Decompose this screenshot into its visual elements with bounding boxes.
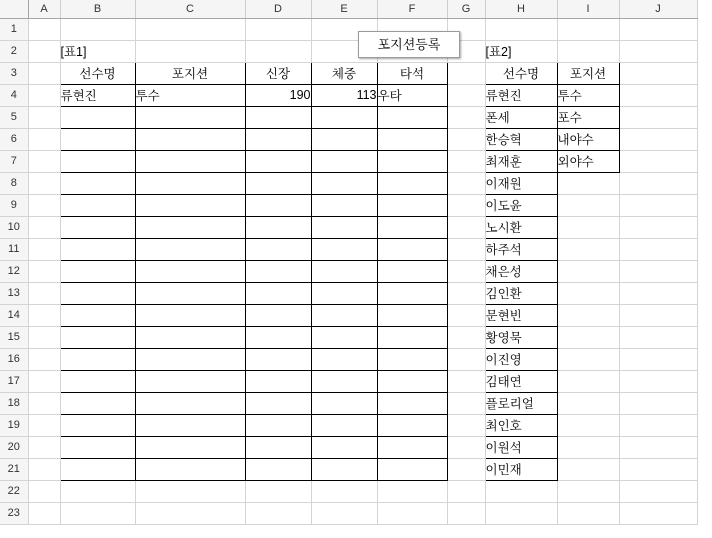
cell-D6[interactable] <box>245 128 311 150</box>
cell-H1[interactable] <box>485 18 557 40</box>
cell-H16[interactable]: 이진영 <box>485 348 557 370</box>
cell-F21[interactable] <box>377 458 447 480</box>
cell-D9[interactable] <box>245 194 311 216</box>
cell-F3[interactable]: 타석 <box>377 62 447 84</box>
cell-C14[interactable] <box>135 304 245 326</box>
cell-I14[interactable] <box>557 304 619 326</box>
cell-A20[interactable] <box>28 436 60 458</box>
cell-G4[interactable] <box>447 84 485 106</box>
cell-B13[interactable] <box>60 282 135 304</box>
cell-G19[interactable] <box>447 414 485 436</box>
cell-G17[interactable] <box>447 370 485 392</box>
cell-I23[interactable] <box>557 502 619 524</box>
cell-H22[interactable] <box>485 480 557 502</box>
cell-B12[interactable] <box>60 260 135 282</box>
cell-B1[interactable] <box>60 18 135 40</box>
row-header-19[interactable]: 19 <box>0 414 28 436</box>
cell-E19[interactable] <box>311 414 377 436</box>
cell-I4[interactable]: 투수 <box>557 84 619 106</box>
row-header-3[interactable]: 3 <box>0 62 28 84</box>
cell-I22[interactable] <box>557 480 619 502</box>
grid-row[interactable] <box>0 18 697 40</box>
grid-row[interactable] <box>0 216 697 238</box>
cell-F19[interactable] <box>377 414 447 436</box>
row-header-2[interactable]: 2 <box>0 40 28 62</box>
cell-I18[interactable] <box>557 392 619 414</box>
cell-F12[interactable] <box>377 260 447 282</box>
cell-F18[interactable] <box>377 392 447 414</box>
cell-B18[interactable] <box>60 392 135 414</box>
cell-H9[interactable]: 이도윤 <box>485 194 557 216</box>
cell-D16[interactable] <box>245 348 311 370</box>
cell-C18[interactable] <box>135 392 245 414</box>
cell-C3[interactable]: 포지션 <box>135 62 245 84</box>
row-header-20[interactable]: 20 <box>0 436 28 458</box>
cell-D13[interactable] <box>245 282 311 304</box>
column-header-j[interactable]: J <box>619 0 697 18</box>
cell-I13[interactable] <box>557 282 619 304</box>
row-header-12[interactable]: 12 <box>0 260 28 282</box>
cell-A9[interactable] <box>28 194 60 216</box>
column-header-h[interactable]: H <box>485 0 557 18</box>
row-header-23[interactable]: 23 <box>0 502 28 524</box>
cell-D10[interactable] <box>245 216 311 238</box>
cell-J5[interactable] <box>619 106 697 128</box>
column-header-f[interactable]: F <box>377 0 447 18</box>
cell-E3[interactable]: 체중 <box>311 62 377 84</box>
row-header-21[interactable]: 21 <box>0 458 28 480</box>
cell-C17[interactable] <box>135 370 245 392</box>
grid-row[interactable] <box>0 326 697 348</box>
cell-G9[interactable] <box>447 194 485 216</box>
cell-B8[interactable] <box>60 172 135 194</box>
row-header-15[interactable]: 15 <box>0 326 28 348</box>
cell-E13[interactable] <box>311 282 377 304</box>
row-header-6[interactable]: 6 <box>0 128 28 150</box>
cell-I11[interactable] <box>557 238 619 260</box>
cell-G20[interactable] <box>447 436 485 458</box>
row-header-11[interactable]: 11 <box>0 238 28 260</box>
column-header-i[interactable]: I <box>557 0 619 18</box>
cell-C1[interactable] <box>135 18 245 40</box>
grid-row[interactable] <box>0 62 697 84</box>
cell-E11[interactable] <box>311 238 377 260</box>
cell-C11[interactable] <box>135 238 245 260</box>
cell-B21[interactable] <box>60 458 135 480</box>
grid-row[interactable] <box>0 282 697 304</box>
grid-row[interactable] <box>0 502 697 524</box>
row-header-16[interactable]: 16 <box>0 348 28 370</box>
row-header-5[interactable]: 5 <box>0 106 28 128</box>
grid-row[interactable] <box>0 370 697 392</box>
cell-H8[interactable]: 이재원 <box>485 172 557 194</box>
cell-F16[interactable] <box>377 348 447 370</box>
cell-A12[interactable] <box>28 260 60 282</box>
row-header-17[interactable]: 17 <box>0 370 28 392</box>
cell-A13[interactable] <box>28 282 60 304</box>
cell-C22[interactable] <box>135 480 245 502</box>
cell-B16[interactable] <box>60 348 135 370</box>
cell-A6[interactable] <box>28 128 60 150</box>
cell-F7[interactable] <box>377 150 447 172</box>
cell-G16[interactable] <box>447 348 485 370</box>
cell-J16[interactable] <box>619 348 697 370</box>
cell-C2[interactable] <box>135 40 245 62</box>
cell-E5[interactable] <box>311 106 377 128</box>
cell-J14[interactable] <box>619 304 697 326</box>
cell-C8[interactable] <box>135 172 245 194</box>
grid-row[interactable] <box>0 436 697 458</box>
column-header-g[interactable]: G <box>447 0 485 18</box>
cell-I12[interactable] <box>557 260 619 282</box>
cell-E20[interactable] <box>311 436 377 458</box>
cell-F15[interactable] <box>377 326 447 348</box>
cell-D14[interactable] <box>245 304 311 326</box>
row-header-7[interactable]: 7 <box>0 150 28 172</box>
cell-I6[interactable]: 내야수 <box>557 128 619 150</box>
cell-D2[interactable] <box>245 40 311 62</box>
cell-E14[interactable] <box>311 304 377 326</box>
grid-row[interactable] <box>0 84 697 106</box>
cell-B22[interactable] <box>60 480 135 502</box>
cell-D3[interactable]: 신장 <box>245 62 311 84</box>
cell-B4[interactable]: 류현진 <box>60 84 135 106</box>
cell-B11[interactable] <box>60 238 135 260</box>
cell-J18[interactable] <box>619 392 697 414</box>
grid-row[interactable] <box>0 40 697 62</box>
cell-F23[interactable] <box>377 502 447 524</box>
cell-H21[interactable]: 이민재 <box>485 458 557 480</box>
cell-G8[interactable] <box>447 172 485 194</box>
cell-B3[interactable]: 선수명 <box>60 62 135 84</box>
grid-row[interactable] <box>0 106 697 128</box>
column-header-a[interactable]: A <box>28 0 60 18</box>
cell-J15[interactable] <box>619 326 697 348</box>
cell-B17[interactable] <box>60 370 135 392</box>
row-header-18[interactable]: 18 <box>0 392 28 414</box>
cell-C12[interactable] <box>135 260 245 282</box>
cell-B10[interactable] <box>60 216 135 238</box>
cell-H5[interactable]: 폰세 <box>485 106 557 128</box>
cell-H17[interactable]: 김태연 <box>485 370 557 392</box>
grid-row[interactable] <box>0 238 697 260</box>
cell-A3[interactable] <box>28 62 60 84</box>
cell-D5[interactable] <box>245 106 311 128</box>
cell-F13[interactable] <box>377 282 447 304</box>
cell-B20[interactable] <box>60 436 135 458</box>
cell-H19[interactable]: 최인호 <box>485 414 557 436</box>
cell-D18[interactable] <box>245 392 311 414</box>
cell-F17[interactable] <box>377 370 447 392</box>
row-header-4[interactable]: 4 <box>0 84 28 106</box>
cell-A4[interactable] <box>28 84 60 106</box>
cell-A2[interactable] <box>28 40 60 62</box>
cell-A8[interactable] <box>28 172 60 194</box>
cell-J22[interactable] <box>619 480 697 502</box>
cell-I2[interactable] <box>557 40 619 62</box>
cell-E21[interactable] <box>311 458 377 480</box>
cell-A21[interactable] <box>28 458 60 480</box>
cell-I7[interactable]: 외야수 <box>557 150 619 172</box>
column-header-row[interactable] <box>0 0 697 18</box>
cell-G22[interactable] <box>447 480 485 502</box>
cell-E6[interactable] <box>311 128 377 150</box>
row-header-9[interactable]: 9 <box>0 194 28 216</box>
cell-F9[interactable] <box>377 194 447 216</box>
cell-H14[interactable]: 문현빈 <box>485 304 557 326</box>
cell-C19[interactable] <box>135 414 245 436</box>
cell-D23[interactable] <box>245 502 311 524</box>
grid-row[interactable] <box>0 150 697 172</box>
column-header-e[interactable]: E <box>311 0 377 18</box>
grid-row[interactable] <box>0 458 697 480</box>
cell-J2[interactable] <box>619 40 697 62</box>
cell-F10[interactable] <box>377 216 447 238</box>
cell-D11[interactable] <box>245 238 311 260</box>
cell-H12[interactable]: 채은성 <box>485 260 557 282</box>
cell-I8[interactable] <box>557 172 619 194</box>
cell-B14[interactable] <box>60 304 135 326</box>
cell-H10[interactable]: 노시환 <box>485 216 557 238</box>
cell-F22[interactable] <box>377 480 447 502</box>
column-header-b[interactable]: B <box>60 0 135 18</box>
cell-A15[interactable] <box>28 326 60 348</box>
cell-B6[interactable] <box>60 128 135 150</box>
cell-I16[interactable] <box>557 348 619 370</box>
cell-H13[interactable]: 김인환 <box>485 282 557 304</box>
cell-G10[interactable] <box>447 216 485 238</box>
cell-I21[interactable] <box>557 458 619 480</box>
cell-B15[interactable] <box>60 326 135 348</box>
position-register-button[interactable]: 포지션등록 <box>358 31 460 58</box>
cell-E22[interactable] <box>311 480 377 502</box>
cell-C4[interactable]: 투수 <box>135 84 245 106</box>
cell-I1[interactable] <box>557 18 619 40</box>
cell-I20[interactable] <box>557 436 619 458</box>
cell-C7[interactable] <box>135 150 245 172</box>
cell-B19[interactable] <box>60 414 135 436</box>
cell-A17[interactable] <box>28 370 60 392</box>
grid-row[interactable] <box>0 304 697 326</box>
cell-C10[interactable] <box>135 216 245 238</box>
grid-row[interactable] <box>0 128 697 150</box>
grid-row[interactable] <box>0 172 697 194</box>
cell-A1[interactable] <box>28 18 60 40</box>
cell-D21[interactable] <box>245 458 311 480</box>
cell-E17[interactable] <box>311 370 377 392</box>
cell-E9[interactable] <box>311 194 377 216</box>
cell-D12[interactable] <box>245 260 311 282</box>
cell-F14[interactable] <box>377 304 447 326</box>
cell-D8[interactable] <box>245 172 311 194</box>
cell-F6[interactable] <box>377 128 447 150</box>
cell-D19[interactable] <box>245 414 311 436</box>
cell-D20[interactable] <box>245 436 311 458</box>
grid-row[interactable] <box>0 260 697 282</box>
cell-C9[interactable] <box>135 194 245 216</box>
cell-H18[interactable]: 플로리얼 <box>485 392 557 414</box>
grid-row[interactable] <box>0 194 697 216</box>
cell-B23[interactable] <box>60 502 135 524</box>
cell-C20[interactable] <box>135 436 245 458</box>
cell-G7[interactable] <box>447 150 485 172</box>
cell-E12[interactable] <box>311 260 377 282</box>
cell-J11[interactable] <box>619 238 697 260</box>
cell-A7[interactable] <box>28 150 60 172</box>
cell-H6[interactable]: 한승혁 <box>485 128 557 150</box>
cell-J19[interactable] <box>619 414 697 436</box>
column-header-c[interactable]: C <box>135 0 245 18</box>
cell-D22[interactable] <box>245 480 311 502</box>
cell-H23[interactable] <box>485 502 557 524</box>
cell-F4[interactable]: 우타 <box>377 84 447 106</box>
grid-row[interactable] <box>0 348 697 370</box>
grid-corner-selector[interactable] <box>0 0 28 18</box>
cell-D7[interactable] <box>245 150 311 172</box>
cell-H4[interactable]: 류현진 <box>485 84 557 106</box>
cell-A5[interactable] <box>28 106 60 128</box>
cell-A18[interactable] <box>28 392 60 414</box>
cell-G12[interactable] <box>447 260 485 282</box>
cell-B2[interactable]: [표1] <box>60 40 135 62</box>
cell-H3[interactable]: 선수명 <box>485 62 557 84</box>
cell-G5[interactable] <box>447 106 485 128</box>
cell-A10[interactable] <box>28 216 60 238</box>
cell-J1[interactable] <box>619 18 697 40</box>
cell-C13[interactable] <box>135 282 245 304</box>
cell-A22[interactable] <box>28 480 60 502</box>
cell-I9[interactable] <box>557 194 619 216</box>
cell-C15[interactable] <box>135 326 245 348</box>
grid-row[interactable] <box>0 480 697 502</box>
cell-I5[interactable]: 포수 <box>557 106 619 128</box>
cell-H11[interactable]: 하주석 <box>485 238 557 260</box>
cell-J4[interactable] <box>619 84 697 106</box>
cell-B7[interactable] <box>60 150 135 172</box>
cell-J6[interactable] <box>619 128 697 150</box>
cell-B9[interactable] <box>60 194 135 216</box>
cell-G21[interactable] <box>447 458 485 480</box>
cell-D4[interactable]: 190 <box>245 84 311 106</box>
grid-row[interactable] <box>0 414 697 436</box>
cell-E10[interactable] <box>311 216 377 238</box>
cell-A11[interactable] <box>28 238 60 260</box>
cell-J8[interactable] <box>619 172 697 194</box>
row-header-8[interactable]: 8 <box>0 172 28 194</box>
cell-G11[interactable] <box>447 238 485 260</box>
cell-J13[interactable] <box>619 282 697 304</box>
cell-F11[interactable] <box>377 238 447 260</box>
cell-C16[interactable] <box>135 348 245 370</box>
cell-G3[interactable] <box>447 62 485 84</box>
cell-A16[interactable] <box>28 348 60 370</box>
cell-H2[interactable]: [표2] <box>485 40 557 62</box>
cell-C6[interactable] <box>135 128 245 150</box>
cell-H15[interactable]: 황영묵 <box>485 326 557 348</box>
cell-E15[interactable] <box>311 326 377 348</box>
cell-E4[interactable]: 113 <box>311 84 377 106</box>
cell-D1[interactable] <box>245 18 311 40</box>
cell-H20[interactable]: 이원석 <box>485 436 557 458</box>
cell-G23[interactable] <box>447 502 485 524</box>
cell-C23[interactable] <box>135 502 245 524</box>
cell-I15[interactable] <box>557 326 619 348</box>
cell-G18[interactable] <box>447 392 485 414</box>
cell-I3[interactable]: 포지션 <box>557 62 619 84</box>
cell-J21[interactable] <box>619 458 697 480</box>
cell-J20[interactable] <box>619 436 697 458</box>
row-header-14[interactable]: 14 <box>0 304 28 326</box>
row-header-22[interactable]: 22 <box>0 480 28 502</box>
cell-F5[interactable] <box>377 106 447 128</box>
cell-J10[interactable] <box>619 216 697 238</box>
cell-D17[interactable] <box>245 370 311 392</box>
cell-J7[interactable] <box>619 150 697 172</box>
column-header-d[interactable]: D <box>245 0 311 18</box>
row-header-10[interactable]: 10 <box>0 216 28 238</box>
grid-row[interactable] <box>0 392 697 414</box>
cell-C21[interactable] <box>135 458 245 480</box>
cell-J3[interactable] <box>619 62 697 84</box>
row-header-1[interactable]: 1 <box>0 18 28 40</box>
cell-J12[interactable] <box>619 260 697 282</box>
cell-C5[interactable] <box>135 106 245 128</box>
cell-G6[interactable] <box>447 128 485 150</box>
cell-E23[interactable] <box>311 502 377 524</box>
cell-A14[interactable] <box>28 304 60 326</box>
cell-J23[interactable] <box>619 502 697 524</box>
cell-H7[interactable]: 최재훈 <box>485 150 557 172</box>
cell-I10[interactable] <box>557 216 619 238</box>
cell-F20[interactable] <box>377 436 447 458</box>
cell-J17[interactable] <box>619 370 697 392</box>
cell-E16[interactable] <box>311 348 377 370</box>
cell-I17[interactable] <box>557 370 619 392</box>
cell-E7[interactable] <box>311 150 377 172</box>
row-header-13[interactable]: 13 <box>0 282 28 304</box>
cell-E8[interactable] <box>311 172 377 194</box>
cell-A19[interactable] <box>28 414 60 436</box>
cell-E18[interactable] <box>311 392 377 414</box>
cell-J9[interactable] <box>619 194 697 216</box>
cell-G14[interactable] <box>447 304 485 326</box>
cell-A23[interactable] <box>28 502 60 524</box>
cell-G13[interactable] <box>447 282 485 304</box>
cell-D15[interactable] <box>245 326 311 348</box>
cell-G15[interactable] <box>447 326 485 348</box>
cell-I19[interactable] <box>557 414 619 436</box>
cell-F8[interactable] <box>377 172 447 194</box>
cell-B5[interactable] <box>60 106 135 128</box>
